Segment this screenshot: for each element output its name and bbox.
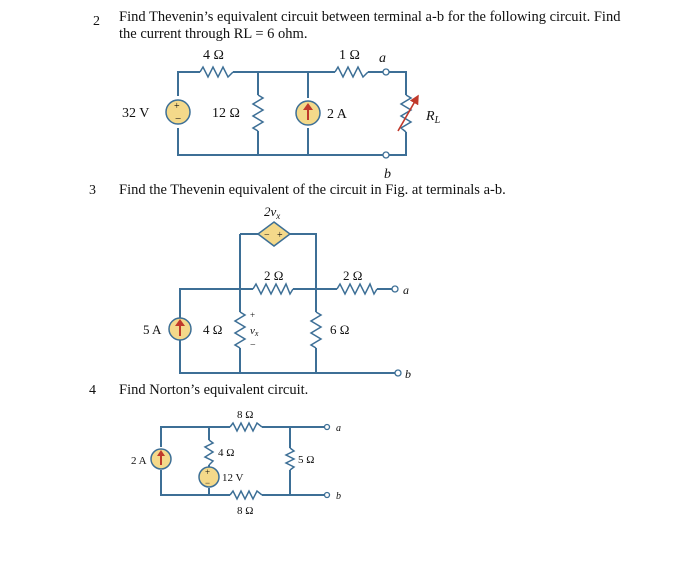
svg-text:−: −: [205, 478, 211, 488]
question-4-text: Find Norton’s equivalent circuit.: [119, 382, 309, 398]
circuit-3: [131, 409, 341, 517]
label-2a-3: 2 A: [131, 455, 147, 467]
svg-text:−: −: [175, 113, 182, 125]
label-node-b-2: b: [405, 367, 411, 381]
dependent-voltage-source: [258, 222, 290, 246]
label-vx-plus: +: [250, 310, 256, 320]
label-32v: 32 V: [122, 106, 150, 121]
label-1-ohm: 1 Ω: [339, 48, 360, 63]
label-node-b: b: [384, 167, 391, 182]
label-5a: 5 A: [143, 322, 162, 337]
terminal-b-2: [395, 370, 401, 376]
label-4-ohm-2: 4 Ω: [203, 322, 223, 337]
circuit-1: [122, 48, 441, 182]
label-2a: 2 A: [327, 107, 347, 122]
label-node-a-2: a: [403, 283, 409, 297]
label-4-ohm-3: 4 Ω: [218, 447, 235, 459]
label-node-b-3: b: [336, 491, 341, 502]
label-2-ohm-right: 2 Ω: [343, 268, 363, 283]
label-8-ohm-bottom: 8 Ω: [237, 505, 254, 517]
label-vx-minus: −: [250, 340, 256, 351]
label-5-ohm: 5 Ω: [298, 454, 315, 466]
svg-text:+: +: [205, 467, 211, 477]
label-2-ohm-inner: 2 Ω: [264, 268, 284, 283]
label-dependent-source: $2v_x$: [264, 204, 281, 221]
circuit-2: [143, 204, 411, 381]
label-vx: vx: [250, 325, 259, 338]
question-number-4: 4: [89, 383, 96, 398]
label-rl: $R_L$: [426, 109, 441, 126]
label-6-ohm: 6 Ω: [330, 322, 350, 337]
terminal-b: [383, 152, 389, 158]
terminal-b-3: [325, 493, 330, 498]
svg-text:+: +: [174, 101, 180, 112]
terminal-a-2: [392, 286, 398, 292]
question-2-text-line1: Find Thevenin’s equivalent circuit between terminal a-b for the following circuit. Find: [119, 9, 621, 25]
terminal-a-3: [325, 425, 330, 430]
label-12v: 12 V: [222, 472, 244, 484]
label-4-ohm: 4 Ω: [203, 48, 224, 63]
label-12-ohm: 12 Ω: [212, 106, 240, 121]
svg-text:+: +: [277, 230, 283, 241]
question-number-2: 2: [93, 14, 100, 29]
question-number-3: 3: [89, 183, 96, 198]
question-2-text-line2: the current through RL = 6 ohm.: [119, 26, 308, 42]
question-3-text: Find the Thevenin equivalent of the circuit in Fig. at terminals a-b.: [119, 182, 506, 198]
label-node-a: a: [379, 51, 386, 66]
label-node-a-3: a: [336, 423, 341, 434]
label-8-ohm-top: 8 Ω: [237, 409, 254, 421]
terminal-a: [383, 69, 389, 75]
svg-text:−: −: [264, 230, 270, 241]
